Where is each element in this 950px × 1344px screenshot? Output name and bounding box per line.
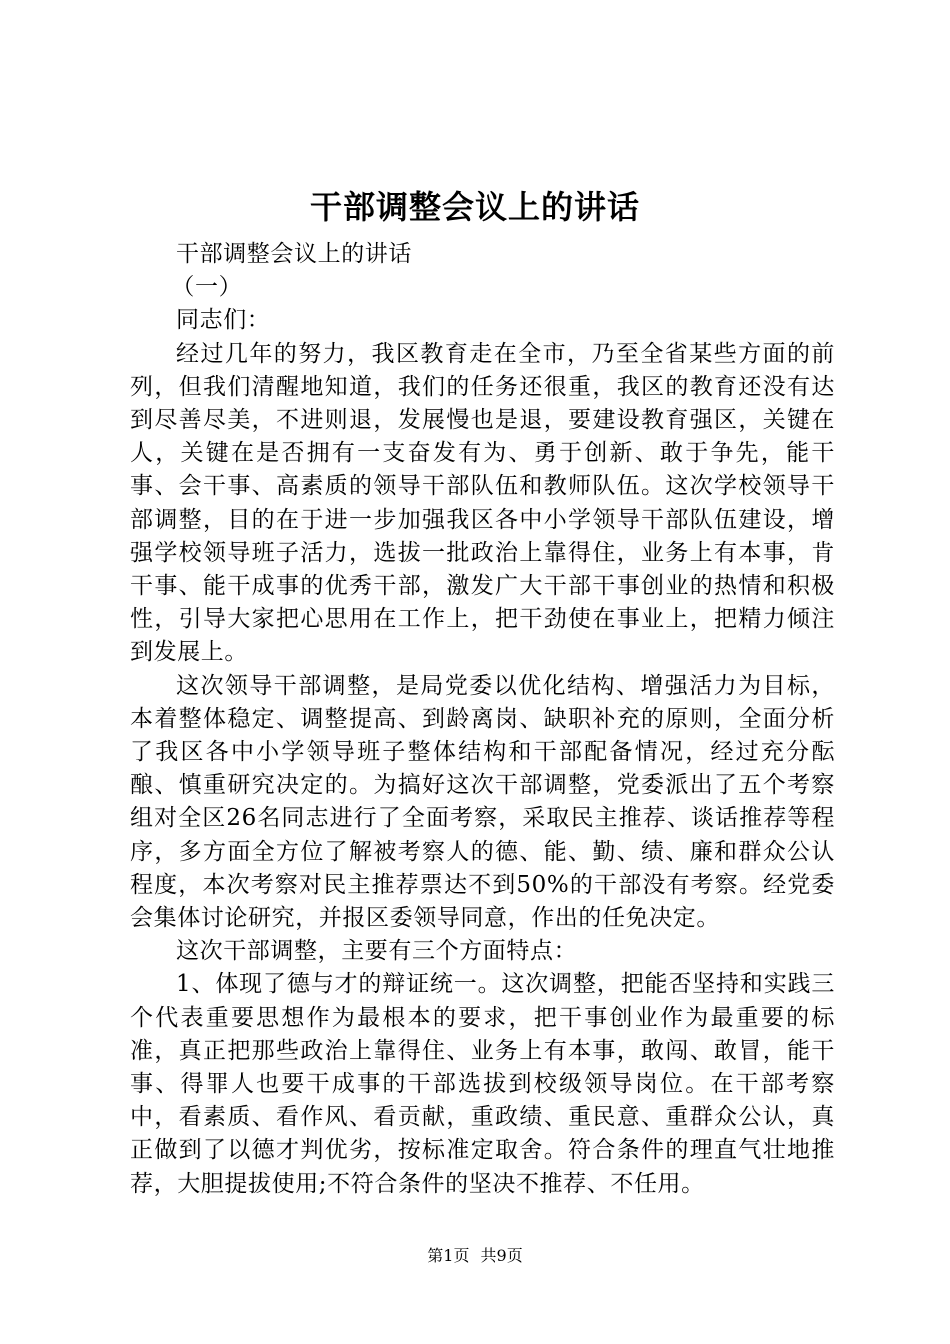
page-footer [0,1244,950,1268]
paragraph-body: 这次领导干部调整，是局党委以优化结构、增强活力为目标，本着整体稳定、调整提高、到龄离岗、缺职补充的原则，全面分析了我区各中小学领导班子整体结构和干部配备情况，经过充分酝酿、慎重研究决定的。为搞好这次干部调整，党委派出了五个考察组对全区26名同志进行了全面考察，采取民主推荐、谈话推荐等程序，多方面全方位了解被考察人的德、能、勤、绩、廉和群众公认程度，本次考察对民主推荐票达不到50%的干部没有考察。经党委会集体讨论研究，并报区委领导同意，作出的任免决定。 [130,672,835,932]
paragraph-body: 经过几年的努力，我区教育走在全市，乃至全省某些方面的前列，但我们清醒地知道，我们的任务还很重，我区的教育还没有达到尽善尽美，不进则退，发展慢也是退，要建设教育强区，关键在人，关键在是否拥有一支奋发有为、勇于创新、敢于争先，能干事、会干事、高素质的领导干部队伍和教师队伍。这次学校领导干部调整，目的在于进一步加强我区各中小学领导干部队伍建设，增强学校领导班子活力，选拔一批政治上靠得住，业务上有本事，肯干事、能干成事的优秀干部，激发广大干部干事创业的热情和积极性，引导大家把心思用在工作上，把干劲使在事业上，把精力倾注到发展上。 [130,340,835,666]
paragraph-section-number: （一） [171,274,243,301]
page-number: 第1页 [427,1246,470,1265]
paragraph-subtitle: 干部调整会议上的讲话 [176,241,412,267]
paragraph-body: 1、体现了德与才的辩证统一。这次调整，把能否坚持和实践三个代表重要思想作为最根本的要求，把干事创业作为最重要的标准，真正把那些政治上靠得住、业务上有本事，敢闯、敢冒，能干事、得罪人也要干成事的干部选拔到校级领导岗位。在干部考察中，看素质、看作风、看贡献，重政绩、重民意、重群众公认，真正做到了以德才判优劣，按标准定取舍。符合条件的理直气壮地推荐，大胆提拔使用;不符合条件的坚决不推荐、不任用。 [130,971,835,1197]
paragraph-body: 这次干部调整，主要有三个方面特点： [176,938,578,965]
page-total: 共9页 [480,1246,523,1265]
document-body [130,238,835,1201]
paragraph-salutation: 同志们： [176,307,271,334]
document-title: 干部调整会议上的讲话 [309,188,640,226]
